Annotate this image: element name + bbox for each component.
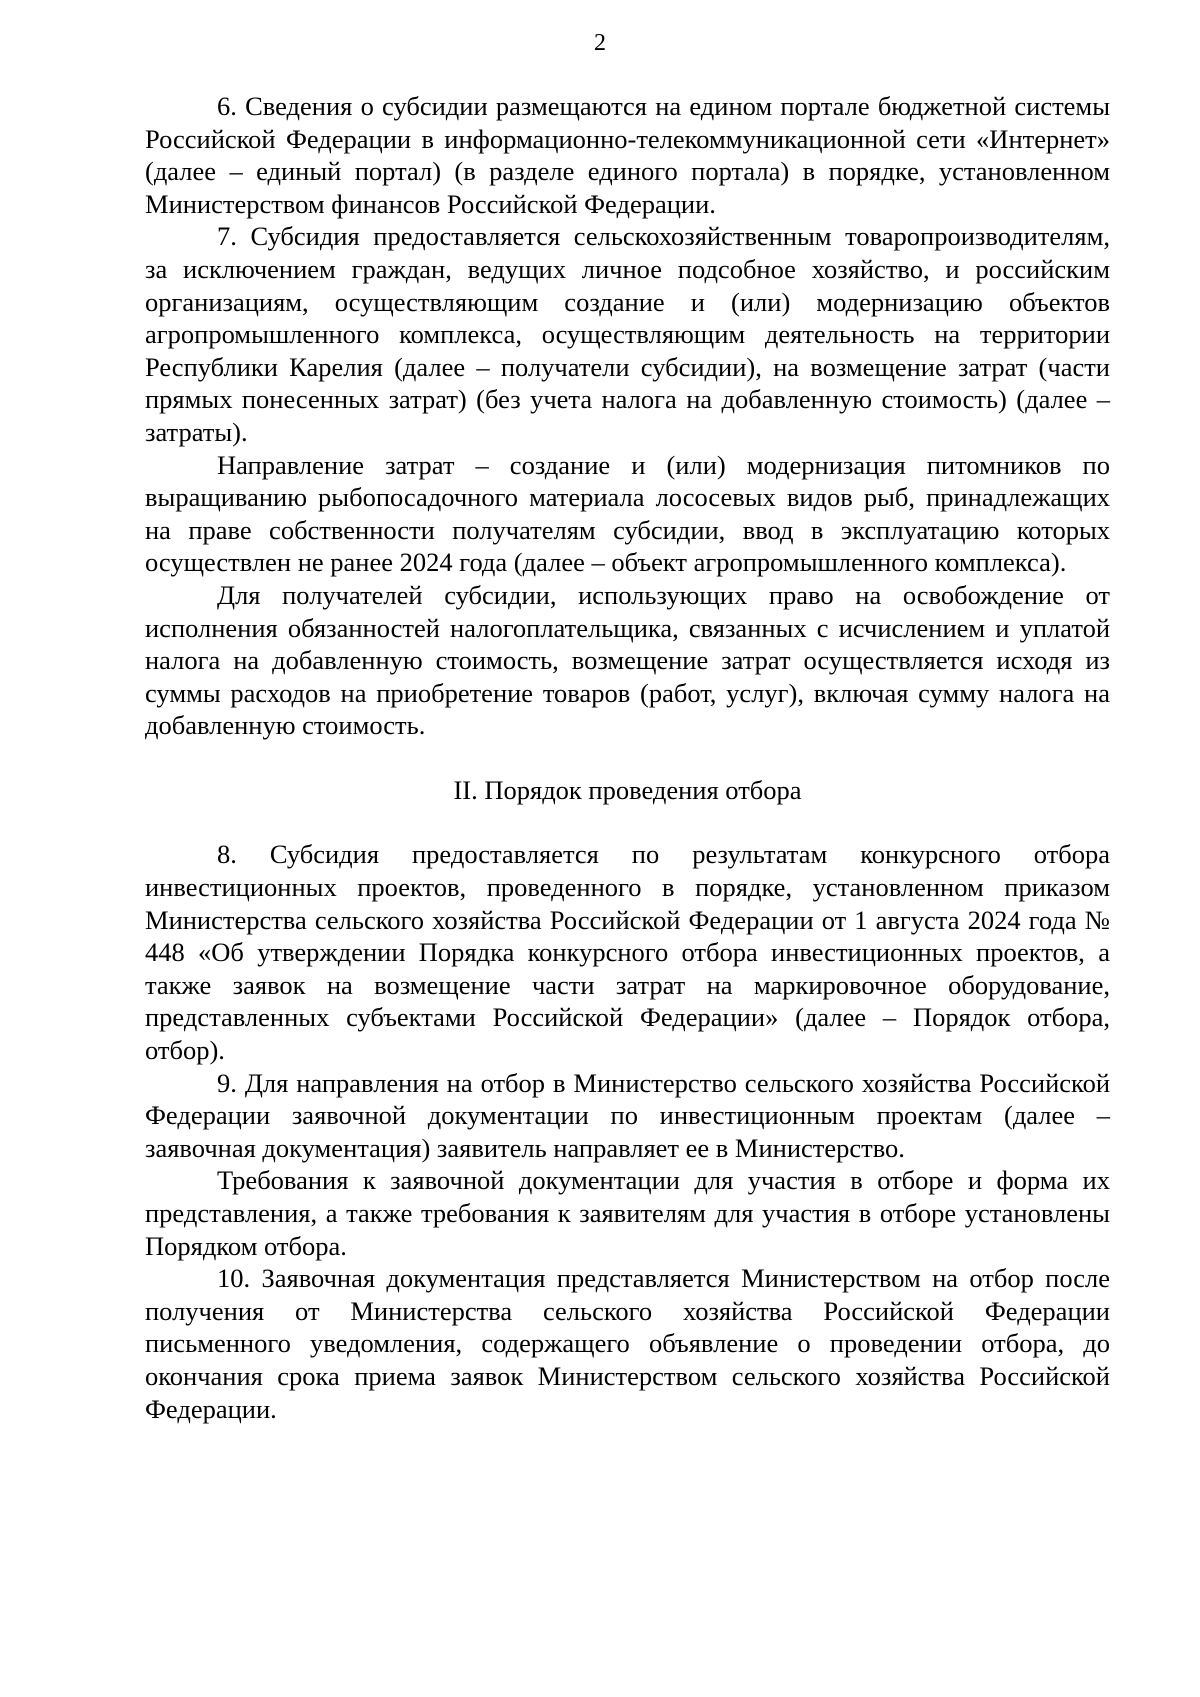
page-number: 2 [594, 30, 606, 56]
paragraph-expense-direction: Направление затрат – создание и (или) модернизация питомников по выращиванию рыбопосадочного материала лососевых видов рыб, принадлежащих на праве собственности получателям субсидии, ввод в эксплуатацию которых осуществлен не ранее 2024 года (далее – объект агропромышленного комплекса). [145, 449, 1110, 578]
paragraph-6: 6. Сведения о субсидии размещаются на едином портале бюджетной системы Российской Федерации в информационно-телекоммуникационной сети «Интернет» (далее – единый портал) (в разделе единого портала) в порядке, установленном Министерством финансов Российской Федерации. [145, 91, 1110, 219]
document-body [145, 90, 1110, 1425]
paragraph-8: 8. Субсидия предоставляется по результатам конкурсного отбора инвестиционных проектов, проведенного в порядке, установленном приказом Министерства сельского хозяйства Российской Федерации от 1 августа 2024 года № 448 «Об утверждении Порядка конкурсного отбора инвестиционных проектов, а также заявок на возмещение части затрат на маркировочное оборудование, представленных субъектами Российской Федерации» (далее – Порядок отбора, отбор). [145, 839, 1110, 1066]
paragraph-requirements: Требования к заявочной документации для участия в отборе и форма их представления, а также требования к заявителям для участия в отборе установлены Порядком отбора. [145, 1165, 1110, 1261]
paragraph-9: 9. Для направления на отбор в Министерство сельского хозяйства Российской Федерации заявочной документации по инвестиционным проектам (далее – заявочная документация) заявитель направляет ее в Министерство. [145, 1067, 1110, 1163]
paragraph-10: 10. Заявочная документация представляется Министерством на отбор после получения от Министерства сельского хозяйства Российской Федерации письменного уведомления, содержащего объявление о проведении отбора, до окончания срока приема заявок Министерством сельского хозяйства Российской Федерации. [145, 1263, 1110, 1424]
paragraph-7: 7. Субсидия предоставляется сельскохозяйственным товаропроизводителям, за исключением граждан, ведущих личное подсобное хозяйство, и российским организациям, осуществляющим создание и (или) модернизацию объектов агропромышленного комплекса, осуществляющим деятельность на территории Республики Карелия (далее – получатели субсидии), на возмещение затрат (части прямых понесенных затрат) (без учета налога на добавленную стоимость) (далее – затраты). [145, 221, 1110, 447]
section-heading: II. Порядок проведения отбора [453, 774, 802, 805]
paragraph-vat-exemption: Для получателей субсидии, использующих право на освобождение от исполнения обязанностей налогоплательщика, связанных с исчислением и уплатой налога на добавленную стоимость, возмещение затрат осуществляется исходя из суммы расходов на приобретение товаров (работ, услуг), включая сумму налога на добавленную стоимость. [145, 579, 1110, 741]
